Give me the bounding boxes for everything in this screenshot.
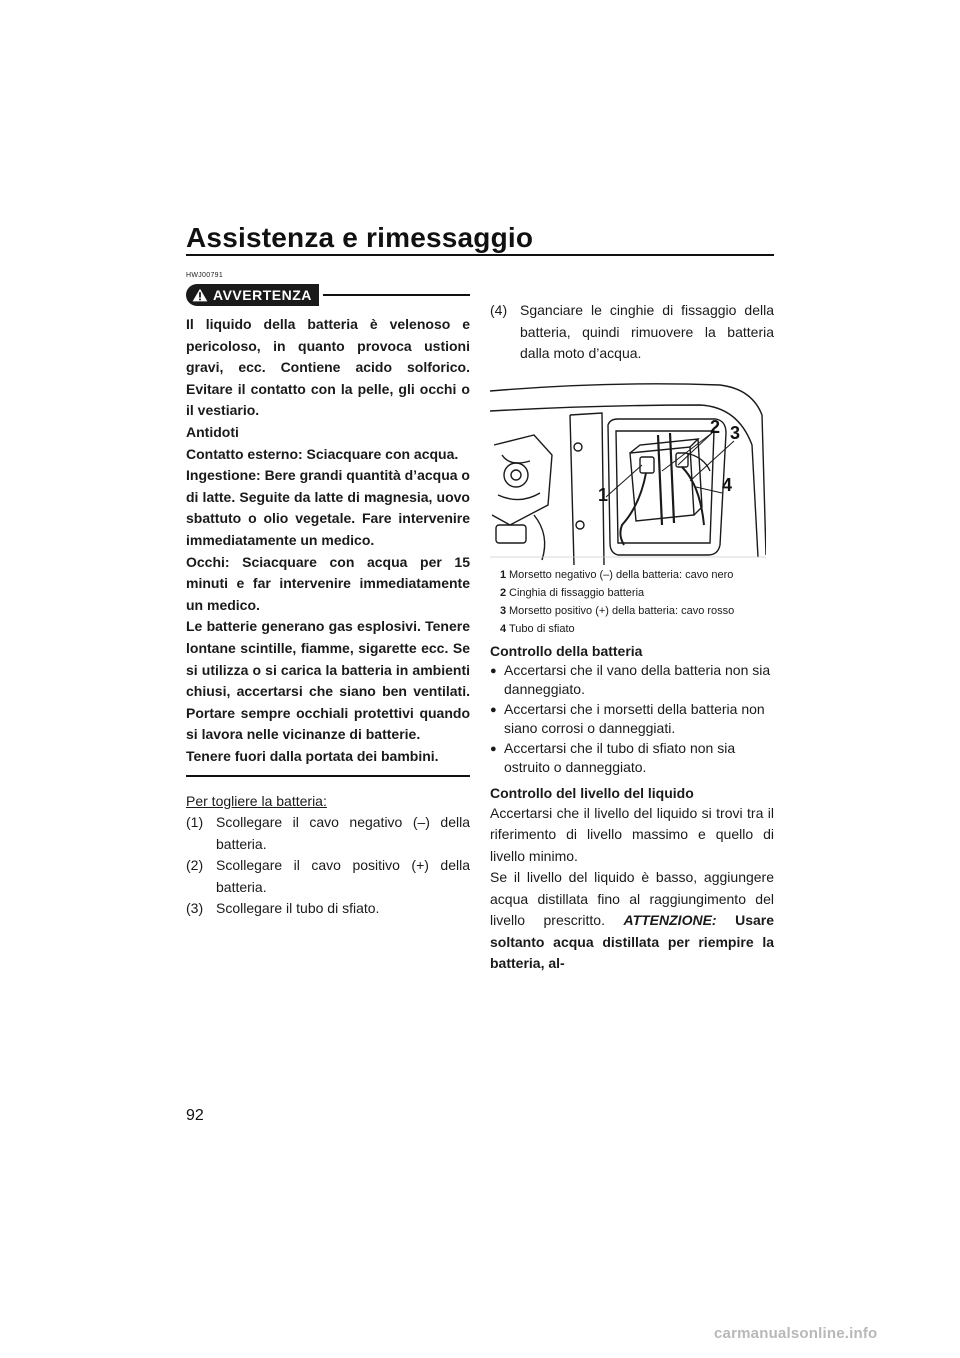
bullet-dot-icon: ●	[490, 664, 497, 677]
legend-item	[490, 605, 774, 618]
removal-heading: Per togliere la batteria:	[186, 792, 327, 809]
warning-paragraph: Il liquido della batteria è velenoso e pericoloso, in quanto provoca ustioni gravi, ecc. Contiene acido solforico. Evitare il contatto con la pelle, gli occhi o il vestiario.	[186, 316, 470, 419]
removal-step	[186, 855, 470, 898]
battery-compartment-drawing	[490, 375, 766, 565]
fluid-check-paragraph	[490, 867, 774, 975]
warning-body	[186, 314, 470, 767]
bullet-item	[490, 739, 774, 778]
callout-2: 2	[710, 416, 721, 437]
legend-item	[490, 569, 774, 582]
fluid-check-text: Se il livello del liquido è basso, aggiungere acqua distillata fino al raggiungimento del livello prescritto.	[490, 869, 774, 928]
warning-triangle-icon	[192, 288, 208, 302]
legend-number: 1	[500, 568, 507, 581]
callout-1: 1	[598, 484, 609, 505]
page-number: 92	[186, 1107, 204, 1124]
step-text: Sganciare le cinghie di fissaggio della batteria, quindi rimuovere la batteria dalla moto d’acqua.	[520, 302, 774, 361]
step-number: (4)	[490, 302, 508, 318]
fluid-check-heading: Controllo del livello del liquido	[490, 784, 694, 801]
left-column	[186, 272, 470, 920]
legend-text: Morsetto positivo (+) della batteria: cavo rosso	[509, 604, 735, 617]
figure-legend	[490, 569, 774, 636]
step-number: (1)	[186, 814, 204, 831]
step-text: Scollegare il cavo positivo (+) della batteria.	[216, 857, 470, 895]
attention-label: ATTENZIONE:	[623, 912, 717, 928]
warning-bottom-rule	[186, 775, 470, 777]
bullet-dot-icon: ●	[490, 703, 497, 716]
title-rule	[186, 254, 774, 256]
right-column	[490, 300, 774, 975]
legend-number: 4	[500, 622, 507, 635]
warning-paragraph: Le batterie generano gas esplosivi. Tenere lontane scintille, fiamme, sigarette ecc. Se si utilizza o si carica la batteria in ambienti chiusi, accertarsi che siano ben ventilati. Portare sempre occhiali protettivi quando si lavora nelle vicinanze di batterie.	[186, 618, 470, 743]
step-number: (3)	[186, 900, 204, 917]
callout-4: 4	[722, 474, 733, 495]
legend-item	[490, 623, 774, 636]
battery-check-heading: Controllo della batteria	[490, 642, 643, 659]
legend-number: 3	[500, 604, 507, 617]
warning-badge-label: AVVERTENZA	[213, 287, 312, 303]
warning-badge	[186, 284, 319, 306]
removal-step	[490, 300, 774, 365]
warning-header	[186, 282, 470, 308]
warning-paragraph: Ingestione: Bere grandi quantità d’acqua o di latte. Seguite da latte di magnesia, uovo sbattuto o olio vegetale. Fare intervenire immediatamente un medico.	[186, 467, 470, 548]
warning-top-rule	[323, 294, 470, 296]
attention-text: Usare soltanto acqua distillata per riempire la batteria, al-	[490, 912, 775, 971]
removal-step	[186, 812, 470, 855]
step-text: Scollegare il cavo negativo (–) della batteria.	[216, 814, 470, 852]
step-number: (2)	[186, 857, 204, 874]
warning-paragraph: Antidoti	[186, 423, 239, 440]
fluid-check-paragraph: Accertarsi che il livello del liquido si trovi tra il riferimento di livello massimo e quello di livello minimo.	[490, 804, 774, 864]
bullet-text: Accertarsi che il tubo di sfiato non sia ostruito o danneggiato.	[504, 739, 736, 775]
step-text: Scollegare il tubo di sfiato.	[216, 900, 380, 917]
legend-item	[490, 587, 774, 600]
callout-3: 3	[730, 422, 741, 443]
page-title: Assistenza e rimessaggio	[186, 222, 534, 253]
bullet-text: Accertarsi che i morsetti della batteria non siano corrosi o danneggiati.	[504, 700, 765, 736]
legend-text: Morsetto negativo (–) della batteria: cavo nero	[509, 568, 734, 581]
legend-text: Tubo di sfiato	[509, 622, 575, 635]
warning-paragraph: Contatto esterno: Sciacquare con acqua.	[186, 445, 459, 462]
removal-step	[186, 898, 470, 920]
warning-paragraph: Tenere fuori dalla portata dei bambini.	[186, 747, 439, 764]
bullet-dot-icon: ●	[490, 742, 497, 755]
legend-number: 2	[500, 586, 507, 599]
bullet-text: Accertarsi che il vano della batteria non sia danneggiato.	[504, 661, 771, 697]
watermark: carmanualsonline.info	[714, 1325, 878, 1342]
bullet-item	[490, 700, 774, 739]
battery-illustration	[490, 375, 766, 565]
legend-text: Cinghia di fissaggio batteria	[509, 586, 645, 599]
bullet-item	[490, 661, 774, 700]
warning-code: HWJ00791	[186, 272, 224, 279]
warning-paragraph: Occhi: Sciacquare con acqua per 15 minuti e far intervenire immediatamente un medico.	[186, 553, 470, 613]
